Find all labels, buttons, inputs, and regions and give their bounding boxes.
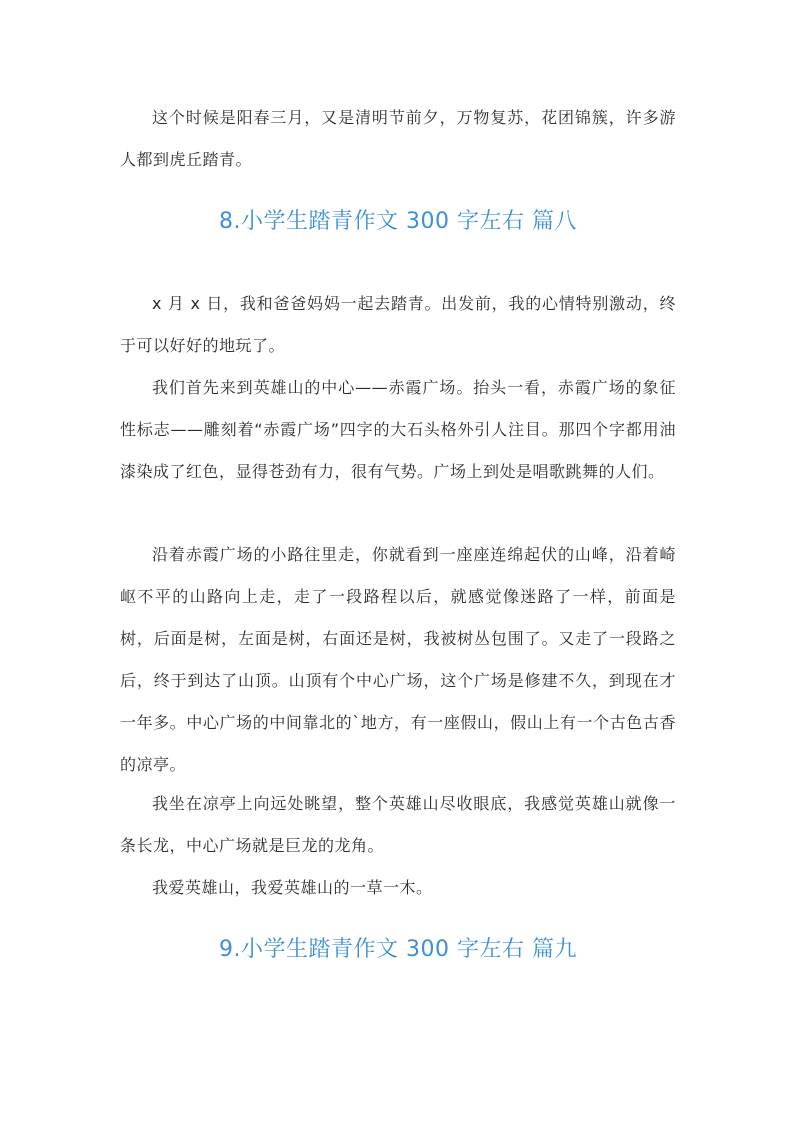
section-8-heading: 8.小学生踏青作文 300 字左右 篇八 — [219, 209, 577, 234]
paragraph-8-3: 沿着赤霞广场的小路往里走，你就看到一座座连绵起伏的山峰，沿着崎岖不平的山路向上走，走了一段路程以后，就感觉像迷路了一样，前面是树，后面是树，左面是树，右面还是树，我被树丛包围了。又走了一段路之后，终于到达了山顶。山顶有个中心广场，这个广场是修建不久，到现在才一年多。中心广场的中间靠北的`地方，有一座假山，假山上有一个古色古香的凉亭。 — [120, 545, 676, 774]
paragraph-intro: 这个时候是阳春三月，又是清明节前夕，万物复苏，花团锦簇，许多游人都到虎丘踏青。 — [120, 108, 676, 169]
paragraph-8-4: 我坐在凉亭上向远处眺望，整个英雄山尽收眼底，我感觉英雄山就像一条长龙，中心广场就是巨龙的龙角。 — [120, 794, 676, 855]
section-9-heading: 9.小学生踏青作文 300 字左右 篇九 — [219, 937, 577, 962]
paragraph-8-5: 我爱英雄山，我爱英雄山的一草一木。 — [152, 878, 433, 897]
paragraph-8-1: x 月 x 日，我和爸爸妈妈一起去踏青。出发前，我的心情特别激动，终于可以好好的地玩了。 — [120, 294, 676, 355]
paragraph-8-2: 我们首先来到英雄山的中心——赤霞广场。抬头一看，赤霞广场的象征性标志——雕刻着“赤霞广场”四字的大石头格外引人注目。那四个字都用油漆染成了红色，显得苍劲有力，很有气势。广场上到处是唱歌跳舞的人们。 — [120, 378, 676, 481]
